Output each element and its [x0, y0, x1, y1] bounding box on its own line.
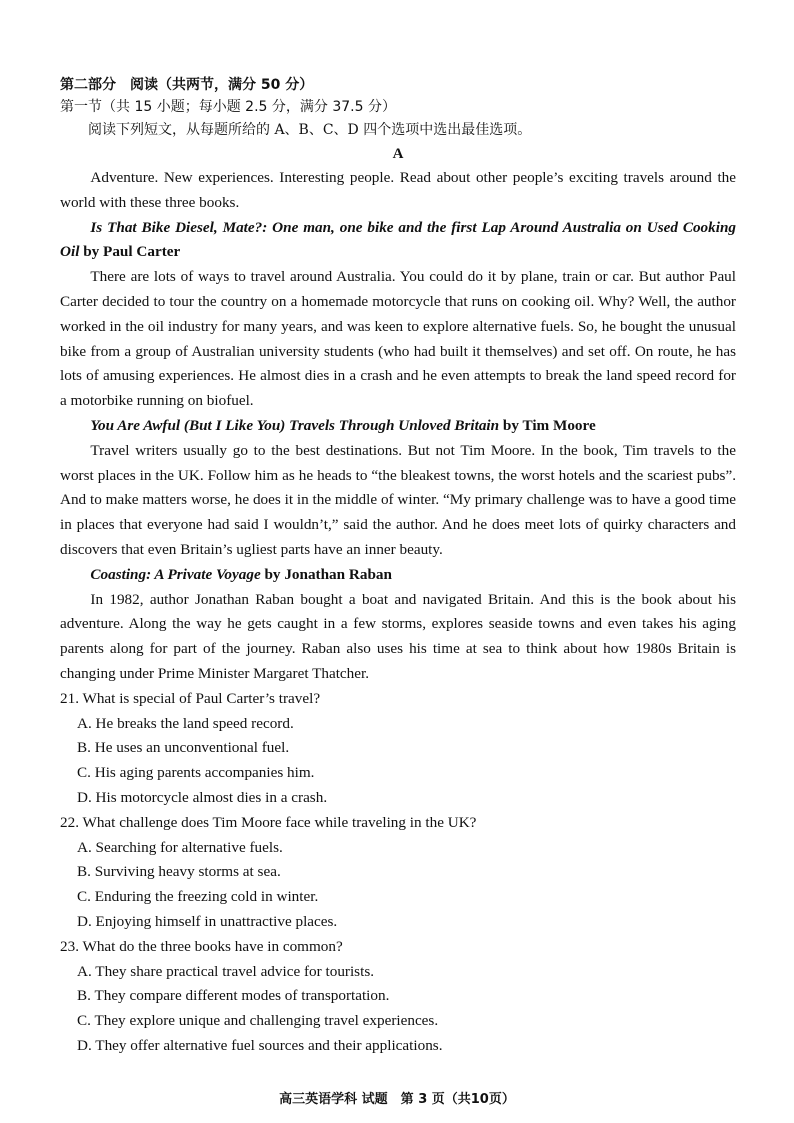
question-22: [60, 811, 736, 935]
question-stem: 22. What challenge does Tim Moore face while traveling in the UK?: [60, 813, 477, 831]
option-b: B. They compare different modes of transportation.: [77, 987, 390, 1005]
question-23: [60, 935, 736, 1059]
book-description-1: There are lots of ways to travel around Australia. You could do it by plane, train or car. But author Paul Carter decided to tour the country on a homemade motorcycle that runs on cooking oil. Why? Well, the author worked in the oil industry for many years, and was keen to explore alternative fuels. So, he bought the unusual bike from a group of Australian university students (who had built it themselves) and set off. On route, he has lots of amusing experiences. He almost dies in a crash and he even attempts to break the land speed record for a motorbike running on biofuel.: [60, 268, 736, 410]
book-title-text: Coasting: A Private Voyage: [90, 565, 261, 583]
option-c: C. His aging parents accompanies him.: [77, 764, 315, 782]
question-stem: 21. What is special of Paul Carter’s travel?: [60, 689, 321, 707]
option-a: A. They share practical travel advice for tourists.: [77, 962, 375, 980]
book-title-text: You Are Awful (But I Like You) Travels Through Unloved Britain: [90, 416, 500, 434]
option-d: D. His motorcycle almost dies in a crash.: [77, 788, 328, 806]
book-title-1: [60, 216, 736, 266]
option-b: B. He uses an unconventional fuel.: [77, 739, 290, 757]
section-title: 第二部分 阅读（共两节，满分 50 分）: [60, 77, 314, 93]
option-d: D. They offer alternative fuel sources and their applications.: [77, 1036, 443, 1054]
book-description-3: In 1982, author Jonathan Raban bought a boat and navigated Britain. And this is the book about his adventure. Along the way he gets caught in a few storms, explores seaside towns and even takes his aging parents along for part of the journey. Raban also uses his time at sea to think about how 1980s Britain is changing under Prime Minister Margaret Thatcher.: [60, 590, 736, 682]
option-b: B. Surviving heavy storms at sea.: [77, 863, 281, 881]
book-title-3: [60, 563, 736, 588]
question-21: [60, 687, 736, 811]
option-a: A. He breaks the land speed record.: [77, 714, 294, 732]
option-a: A. Searching for alternative fuels.: [77, 838, 283, 856]
passage-letter: A: [392, 146, 404, 162]
book-author: by Tim Moore: [502, 416, 596, 434]
page-footer: 高三英语学科 试题 第 3 页（共10页）: [279, 1092, 515, 1107]
exam-page: [60, 74, 736, 1059]
option-d: D. Enjoying himself in unattractive places.: [77, 912, 338, 930]
instruction: 阅读下列短文，从每题所给的 A、B、C、D 四个选项中选出最佳选项。: [88, 122, 532, 138]
book-author: by Paul Carter: [83, 243, 181, 261]
book-title-2: [60, 414, 736, 439]
book-description-2: Travel writers usually go to the best destinations. But not Tim Moore. In the book, Tim travels to the worst places in the UK. Follow him as he heads to “the bleakest towns, the worst hotels and the scariest pubs”. And to make matters worse, he does it in the middle of winter. “My primary challenge was to have a good time in places that everyone had said I wouldn’t,” said the author. And he does meet lots of quirky characters and discovers that even Britain’s ugliest parts have an inner beauty.: [60, 441, 736, 558]
subsection-title: 第一节（共 15 小题；每小题 2.5 分，满分 37.5 分）: [60, 99, 396, 115]
option-c: C. Enduring the freezing cold in winter.: [77, 888, 319, 906]
question-stem: 23. What do the three books have in common?: [60, 937, 343, 955]
book-title-text: Is That Bike Diesel, Mate?: One man, one bike and the first Lap Around Australia on Used Cooking Oil: [60, 218, 736, 261]
book-author: by Jonathan Raban: [264, 565, 392, 583]
option-c: C. They explore unique and challenging travel experiences.: [77, 1012, 439, 1030]
passage-intro: Adventure. New experiences. Interesting people. Read about other people’s exciting travels around the world with these three books.: [60, 169, 736, 211]
